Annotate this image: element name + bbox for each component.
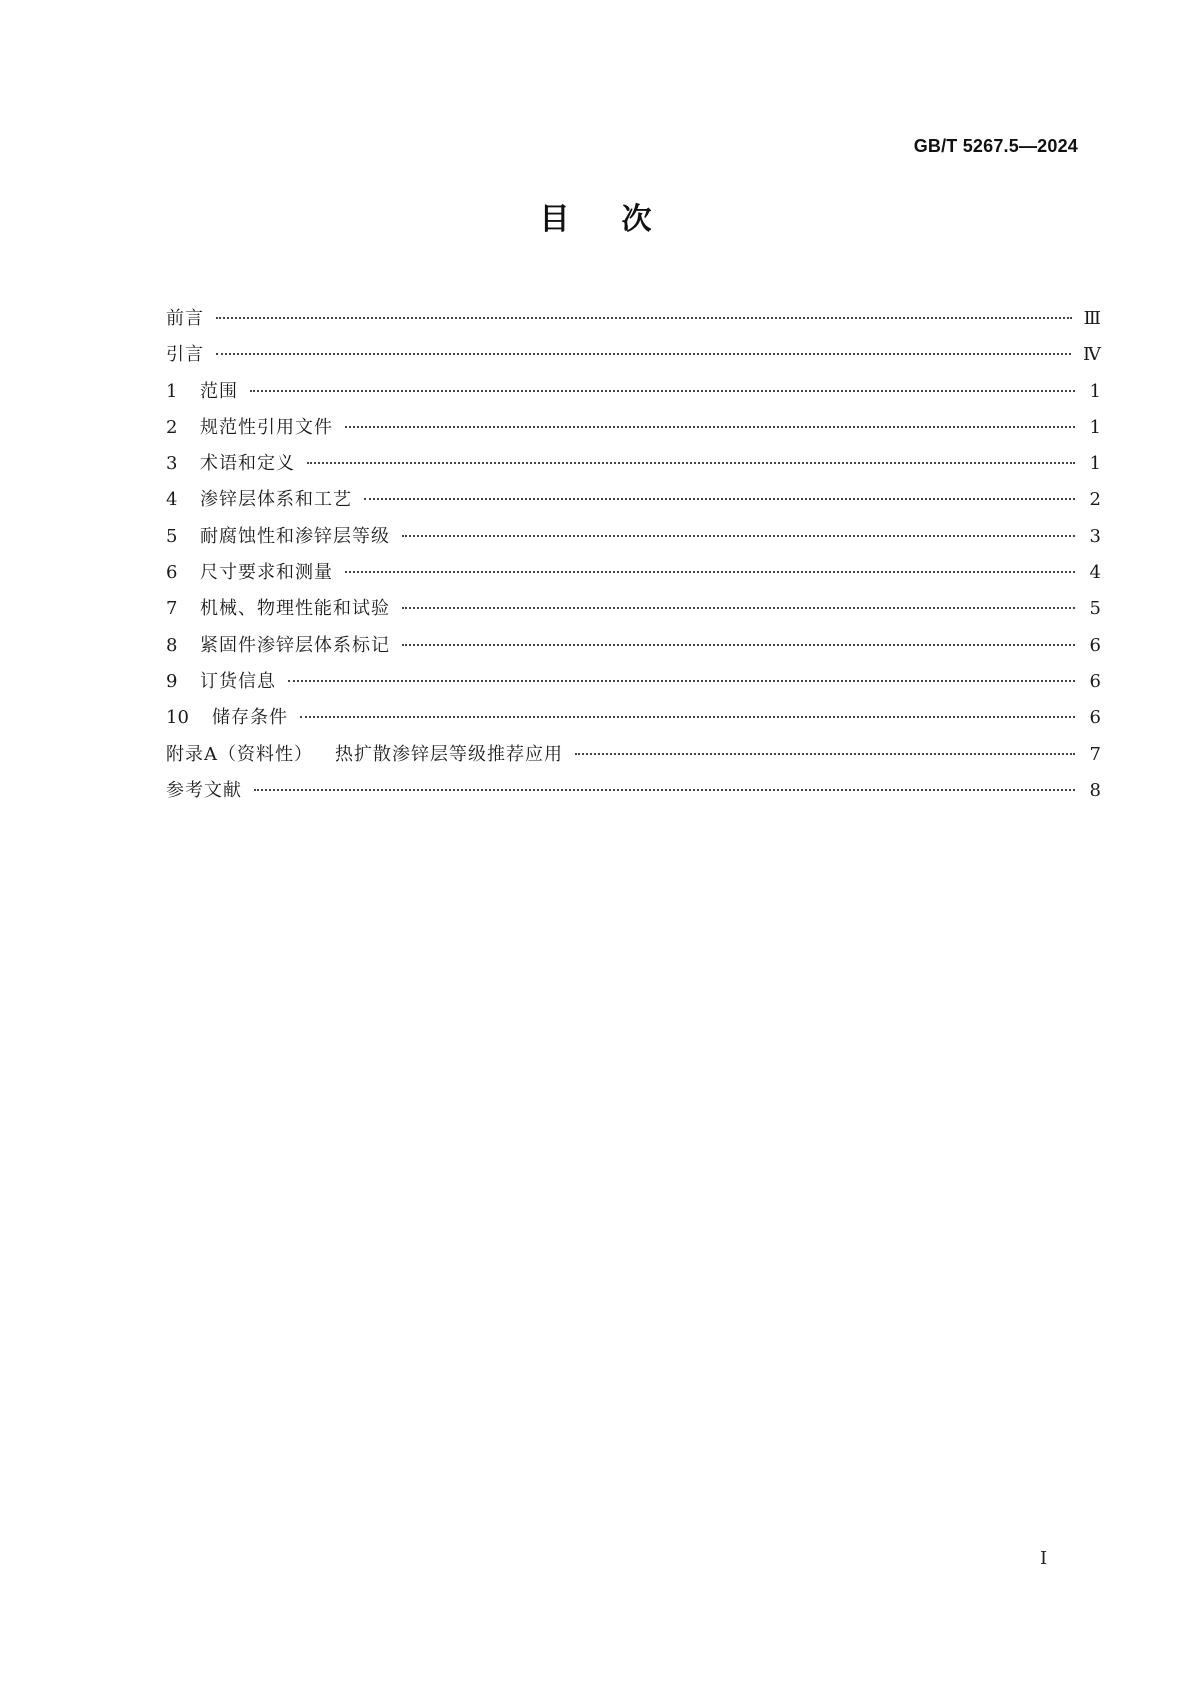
toc-entry-number: 9 bbox=[166, 670, 178, 692]
toc-leader-dots bbox=[345, 425, 1075, 428]
toc-entry-number: 4 bbox=[166, 489, 178, 511]
page-title bbox=[0, 200, 1191, 240]
toc-entry-label: 机械、物理性能和试验 bbox=[200, 598, 390, 620]
toc-entry-page: Ⅲ bbox=[1083, 308, 1101, 329]
toc-entry-label: 前言 bbox=[166, 308, 204, 329]
toc-entry-3[interactable] bbox=[166, 446, 1101, 482]
toc-leader-dots bbox=[345, 570, 1075, 573]
toc-entry-label: 参考文献 bbox=[166, 779, 242, 801]
toc-entry-number: 2 bbox=[166, 416, 178, 438]
toc-entry-number: 7 bbox=[166, 598, 178, 620]
toc-entry-7[interactable] bbox=[166, 591, 1101, 627]
toc-entry-bibliography[interactable] bbox=[166, 773, 1101, 809]
toc-entry-label: 术语和定义 bbox=[200, 453, 295, 475]
toc-entry-page: 6 bbox=[1089, 707, 1101, 729]
toc-entry-number: 3 bbox=[166, 453, 178, 475]
toc-entry-10[interactable] bbox=[166, 700, 1101, 736]
page-title-char-2: 次 bbox=[621, 202, 652, 237]
toc-entry-2[interactable] bbox=[166, 410, 1101, 446]
toc-entry-6[interactable] bbox=[166, 555, 1101, 591]
toc-entry-page: 6 bbox=[1089, 634, 1101, 656]
toc-leader-dots bbox=[216, 316, 1072, 319]
toc-entry-4[interactable] bbox=[166, 482, 1101, 518]
toc-entry-page: 7 bbox=[1089, 743, 1101, 765]
toc-leader-dots bbox=[216, 352, 1071, 355]
toc-entry-number: 6 bbox=[166, 562, 178, 584]
toc-entry-page: 1 bbox=[1089, 380, 1101, 402]
table-of-contents bbox=[166, 301, 1101, 809]
toc-leader-dots bbox=[307, 461, 1075, 464]
toc-entry-label: 耐腐蚀性和渗锌层等级 bbox=[200, 525, 390, 547]
toc-entry-preface[interactable] bbox=[166, 301, 1101, 337]
page-title-char-1: 目 bbox=[539, 202, 570, 237]
toc-entry-label: 规范性引用文件 bbox=[200, 416, 333, 438]
toc-leader-dots bbox=[288, 679, 1075, 682]
toc-leader-dots bbox=[575, 752, 1075, 755]
toc-entry-label: 订货信息 bbox=[200, 670, 276, 692]
standard-number: GB/T 5267.5—2024 bbox=[913, 136, 1078, 156]
toc-entry-annex-a[interactable] bbox=[166, 737, 1101, 773]
toc-entry-number: 10 bbox=[166, 707, 189, 729]
annex-title: 热扩散渗锌层等级推荐应用 bbox=[335, 743, 563, 765]
toc-entry-1[interactable] bbox=[166, 374, 1101, 410]
toc-entry-page: 4 bbox=[1089, 562, 1101, 584]
toc-entry-label: 紧固件渗锌层体系标记 bbox=[200, 634, 390, 656]
toc-entry-page: 6 bbox=[1089, 670, 1101, 692]
toc-entry-page: 2 bbox=[1089, 489, 1101, 511]
toc-entry-label: 引言 bbox=[166, 344, 204, 366]
toc-entry-8[interactable] bbox=[166, 628, 1101, 664]
toc-entry-introduction[interactable] bbox=[166, 337, 1101, 373]
toc-leader-dots bbox=[364, 497, 1075, 500]
toc-leader-dots bbox=[250, 389, 1075, 392]
toc-entry-number: 8 bbox=[166, 634, 178, 656]
toc-entry-page: Ⅳ bbox=[1083, 344, 1101, 366]
toc-entry-label: 渗锌层体系和工艺 bbox=[200, 489, 352, 511]
annex-prefix: 附录A（资料性） bbox=[166, 743, 313, 765]
toc-entry-page: 3 bbox=[1089, 525, 1101, 547]
page-number: Ⅰ bbox=[1040, 1548, 1048, 1569]
toc-leader-dots bbox=[300, 715, 1075, 718]
toc-entry-label bbox=[166, 737, 563, 773]
toc-leader-dots bbox=[402, 643, 1075, 646]
toc-entry-number: 1 bbox=[166, 380, 178, 402]
toc-entry-label: 尺寸要求和测量 bbox=[200, 562, 333, 584]
toc-leader-dots bbox=[402, 534, 1075, 537]
toc-entry-number: 5 bbox=[166, 525, 178, 547]
toc-entry-page: 1 bbox=[1089, 453, 1101, 475]
toc-entry-page: 1 bbox=[1089, 416, 1101, 438]
toc-leader-dots bbox=[402, 606, 1075, 609]
toc-entry-page: 5 bbox=[1089, 598, 1101, 620]
toc-leader-dots bbox=[254, 788, 1075, 791]
toc-entry-page: 8 bbox=[1089, 779, 1101, 801]
toc-entry-label: 储存条件 bbox=[212, 707, 288, 729]
toc-entry-label: 范围 bbox=[200, 380, 238, 402]
toc-entry-5[interactable] bbox=[166, 519, 1101, 555]
toc-entry-9[interactable] bbox=[166, 664, 1101, 700]
